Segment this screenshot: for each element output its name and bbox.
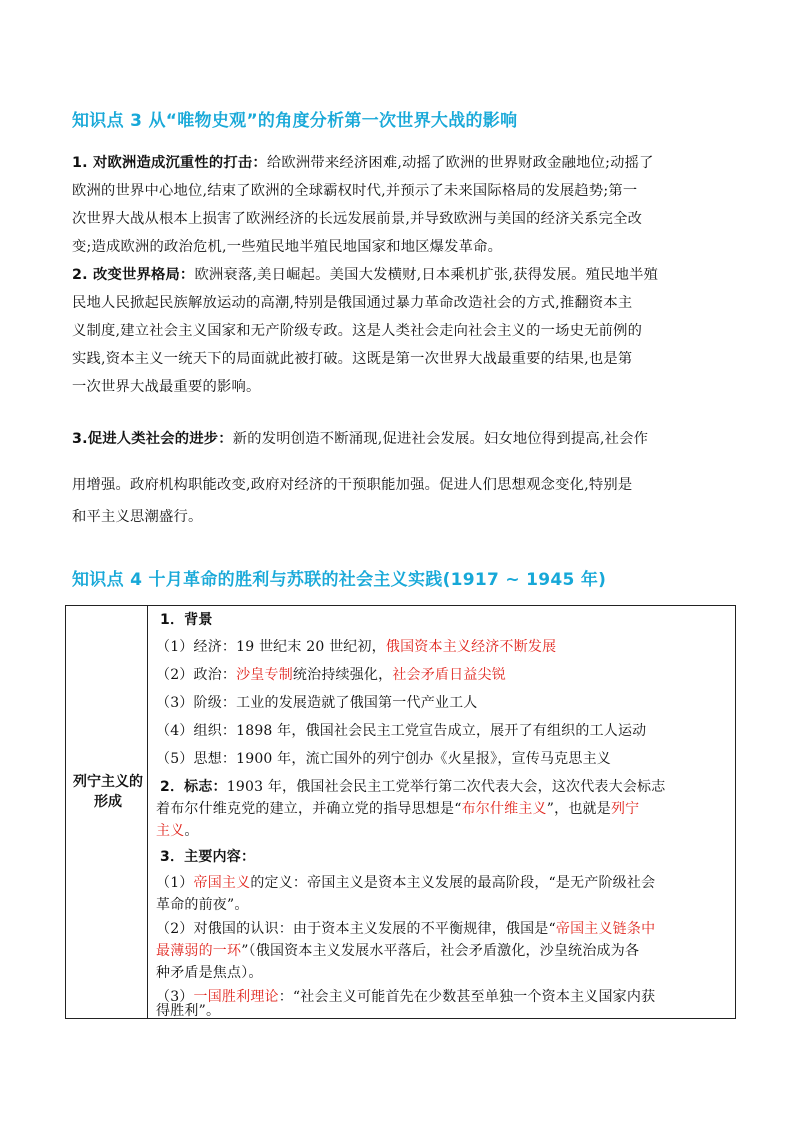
p2-text: 欧洲衰落,美日崛起。美国大发横财,日本乘机扩张,获得发展。殖民地半殖 <box>194 267 659 283</box>
content-item-2-line-1 <box>156 918 655 938</box>
symbol-l2-a: 着布尔什维克党的建立，并确立党的指导思想是“ <box>156 801 462 817</box>
row-label: 列宁主义的形成 <box>73 774 143 810</box>
bg-politics-highlight-1: 沙皇专制 <box>236 667 293 683</box>
p2-line-5: 一次世界大战最重要的影响。 <box>72 379 261 395</box>
p3-line-3: 和平主义思潮盛行。 <box>72 509 203 525</box>
p1-text: 给欧洲带来经济困难,动摇了欧洲的世界财政金融地位;动摇了 <box>266 155 654 171</box>
bg-thought: （5）思想：1900 年，流亡国外的列宁创办《火星报》，宣传马克思主义 <box>156 751 611 767</box>
p1-line-3: 次世界大战从根本上损害了欧洲经济的长远发展前景,并导致欧洲与美国的经济关系完全改 <box>72 211 643 227</box>
bg-politics-highlight-2: 社会矛盾日益尖锐 <box>392 667 506 683</box>
bg-politics-label: （2）政治： <box>156 667 237 683</box>
symbol-l3-end: 。 <box>184 823 199 839</box>
p3-line-2: 用增强。政府机构职能改变,政府对经济的干预职能加强。促进人们思想观念变化,特别是 <box>72 477 633 493</box>
symbol-line-1 <box>160 776 665 796</box>
table-left-column <box>66 606 148 1018</box>
p1-line-1 <box>72 152 732 172</box>
p1-line-2: 欧洲的世界中心地位,结束了欧洲的全球霸权时代,并预示了未来国际格局的发展趋势;第一 <box>72 183 638 199</box>
content-1-num: （1） <box>156 875 194 891</box>
symbol-l2-c: ”，也就是 <box>546 801 611 817</box>
content-item-1-line-1 <box>156 872 655 892</box>
content-2-highlight-b: 最薄弱的一环 <box>156 943 242 959</box>
p2-line-3: 义制度,建立社会主义国家和无产阶级专政。这是人类社会走向社会主义的一场史无前例的 <box>72 323 643 339</box>
background-heading: 1．背景 <box>160 612 213 628</box>
content-item-3-line-1 <box>156 986 655 1006</box>
symbol-l2-leninism: 列宁 <box>610 801 640 817</box>
symbol-line-2 <box>156 798 639 818</box>
content-2-text-a: （2）对俄国的认识：由于资本主义发展的不平衡规律，俄国是“ <box>156 921 556 937</box>
content-item-1-line-2: 革命的前夜”。 <box>156 897 249 913</box>
section-3-heading: 知识点 3 从“唯物史观”的角度分析第一次世界大战的影响 <box>72 111 518 131</box>
p1-heading: 1. 对欧洲造成沉重性的打击： <box>72 155 267 171</box>
content-2-text-b: ”（俄国资本主义发展水平落后，社会矛盾激化，沙皇统治成为各 <box>241 943 640 959</box>
symbol-l2-highlight: 布尔什维主义 <box>461 801 547 817</box>
section-4-heading: 知识点 4 十月革命的胜利与苏联的社会主义实践(1917 ~ 1945 年) <box>72 570 607 590</box>
p3-text: 新的发明创造不断涌现,促进社会发展。妇女地位得到提高,社会作 <box>232 431 649 447</box>
bg-class: （3）阶级：工业的发展造就了俄国第一代产业工人 <box>156 695 478 711</box>
content-item-2-line-3: 种矛盾是焦点）。 <box>156 965 263 981</box>
content-1-text: 的定义：帝国主义是资本主义发展的最高阶段，“是无产阶级社会 <box>250 875 656 891</box>
content-heading: 3．主要内容： <box>160 849 256 865</box>
symbol-l3-highlight: 主义 <box>156 823 185 839</box>
p2-line-4: 实践,资本主义一统天下的局面就此被打破。这既是第一次世界大战最重要的结果,也是第 <box>72 351 633 367</box>
bg-economy <box>156 636 556 656</box>
p3-heading: 3.促进人类社会的进步： <box>72 431 233 447</box>
bg-politics <box>156 664 506 684</box>
content-3-num: （3） <box>156 989 194 1005</box>
bg-organization: （4）组织：1898 年，俄国社会民主工党宣告成立，展开了有组织的工人运动 <box>156 723 647 739</box>
symbol-line-3 <box>156 820 199 840</box>
content-3-text: ：“社会主义可能首先在少数甚至单独一个资本主义国家内获 <box>278 989 656 1005</box>
p1-line-4: 变;造成欧洲的政治危机,一些殖民地半殖民地国家和地区爆发革命。 <box>72 239 503 255</box>
content-3-highlight: 一国胜利理论 <box>193 989 279 1005</box>
p3-line-1 <box>72 428 732 448</box>
bg-economy-highlight: 俄国资本主义经济不断发展 <box>385 639 557 655</box>
content-1-highlight: 帝国主义 <box>193 875 251 891</box>
content-2-highlight-a: 帝国主义链条中 <box>555 921 656 937</box>
content-item-2-line-2 <box>156 940 639 960</box>
symbol-heading: 2．标志： <box>160 779 227 795</box>
p2-line-1 <box>72 264 732 284</box>
symbol-text: 1903 年，俄国社会民主工党举行第二次代表大会，这次代表大会标志 <box>226 779 666 795</box>
content-item-3-line-2: 得胜利”。 <box>156 1003 221 1019</box>
p2-heading: 2. 改变世界格局： <box>72 267 195 283</box>
bg-politics-text: 统治持续强化， <box>292 667 393 683</box>
p2-line-2: 民地人民掀起民族解放运动的高潮,特别是俄国通过暴力革命改造社会的方式,推翻资本主 <box>72 295 633 311</box>
bg-economy-label: （1）经济：19 世纪末 20 世纪初， <box>156 639 386 655</box>
